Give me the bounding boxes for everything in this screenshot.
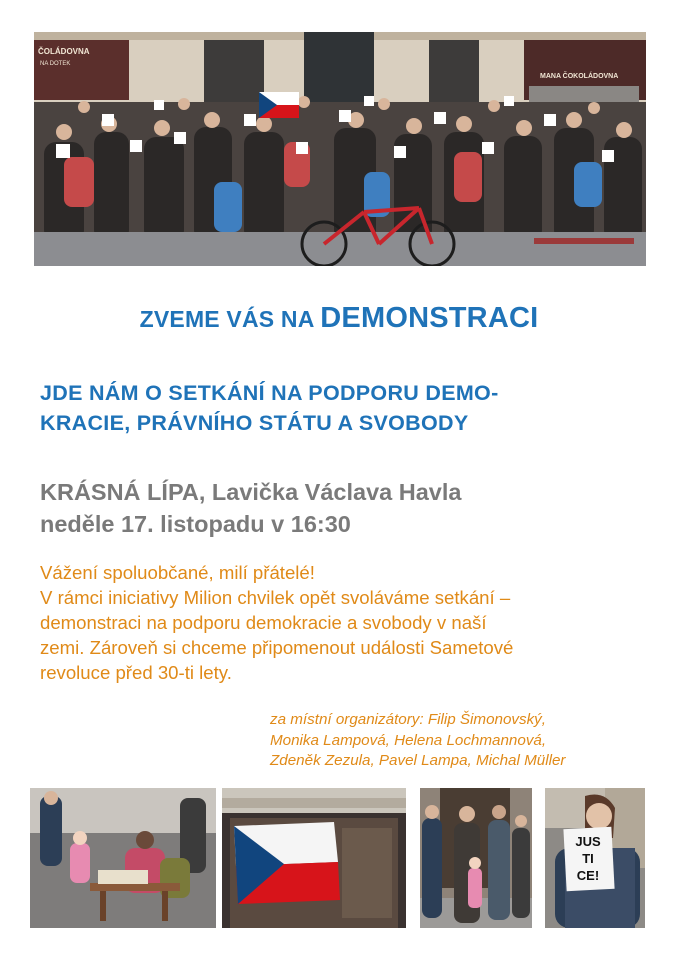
subhead-line-1: JDE NÁM O SETKÁNÍ NA PODPORU DEMO- [40, 381, 499, 405]
organizers-line-3: Zdeněk Zezula, Pavel Lampa, Michal Müller [270, 752, 566, 769]
shop-sign-right: MANA ČOKOLÁDOVNA [540, 73, 619, 80]
justice-sign-photo-illustration [545, 788, 645, 928]
invitation-text [40, 560, 640, 685]
photo-bench-kids [30, 788, 216, 928]
bench-photo-illustration [30, 788, 216, 928]
invitation-line-1: V rámci iniciativy Milion chvilek opět svoláváme setkání – [40, 587, 511, 608]
justice-sign-line-3: CE! [576, 868, 600, 883]
photo-people-street [420, 788, 532, 928]
event-time: neděle 17. listopadu v 16:30 [40, 511, 351, 537]
street-photo-illustration [420, 788, 532, 928]
flag-photo-illustration [222, 788, 406, 928]
invitation-line-2: demonstraci na podporu demokracie a svobody v naší [40, 612, 487, 633]
hero-photo [34, 32, 646, 266]
event-details [40, 476, 660, 540]
shop-sign-left-sub: NA DOTEK [40, 61, 71, 67]
organizers [270, 710, 650, 772]
photo-justice-sign [545, 788, 645, 928]
crowd-photo-illustration [34, 32, 646, 266]
organizers-line-2: Monika Lampová, Helena Lochmannová, [270, 731, 547, 749]
justice-sign-line-2: TI [582, 851, 594, 866]
headline [0, 302, 678, 335]
photo-czech-flag [222, 788, 406, 928]
event-place: KRÁSNÁ LÍPA, Lavička Václava Havla [40, 479, 462, 505]
headline-prefix: ZVEME VÁS NA [139, 306, 321, 332]
invitation-line-3: zemi. Zároveň si chceme připomenout události Sametové [40, 637, 514, 658]
invitation-greeting: Vážení spoluobčané, milí přátelé! [40, 562, 315, 583]
justice-sign [563, 827, 614, 891]
subhead [40, 378, 640, 438]
headline-emphasis: DEMONSTRACI [320, 302, 539, 334]
subhead-line-2: KRACIE, PRÁVNÍHO STÁTU A SVOBODY [40, 411, 469, 435]
organizers-line-1: za místní organizátory: Filip Šimonovský, [270, 711, 547, 728]
justice-sign-line-1: JUS [575, 834, 601, 849]
shop-sign-left: ČOLÁDOVNA [38, 47, 90, 56]
invitation-line-4: revoluce před 30-ti lety. [40, 662, 232, 683]
